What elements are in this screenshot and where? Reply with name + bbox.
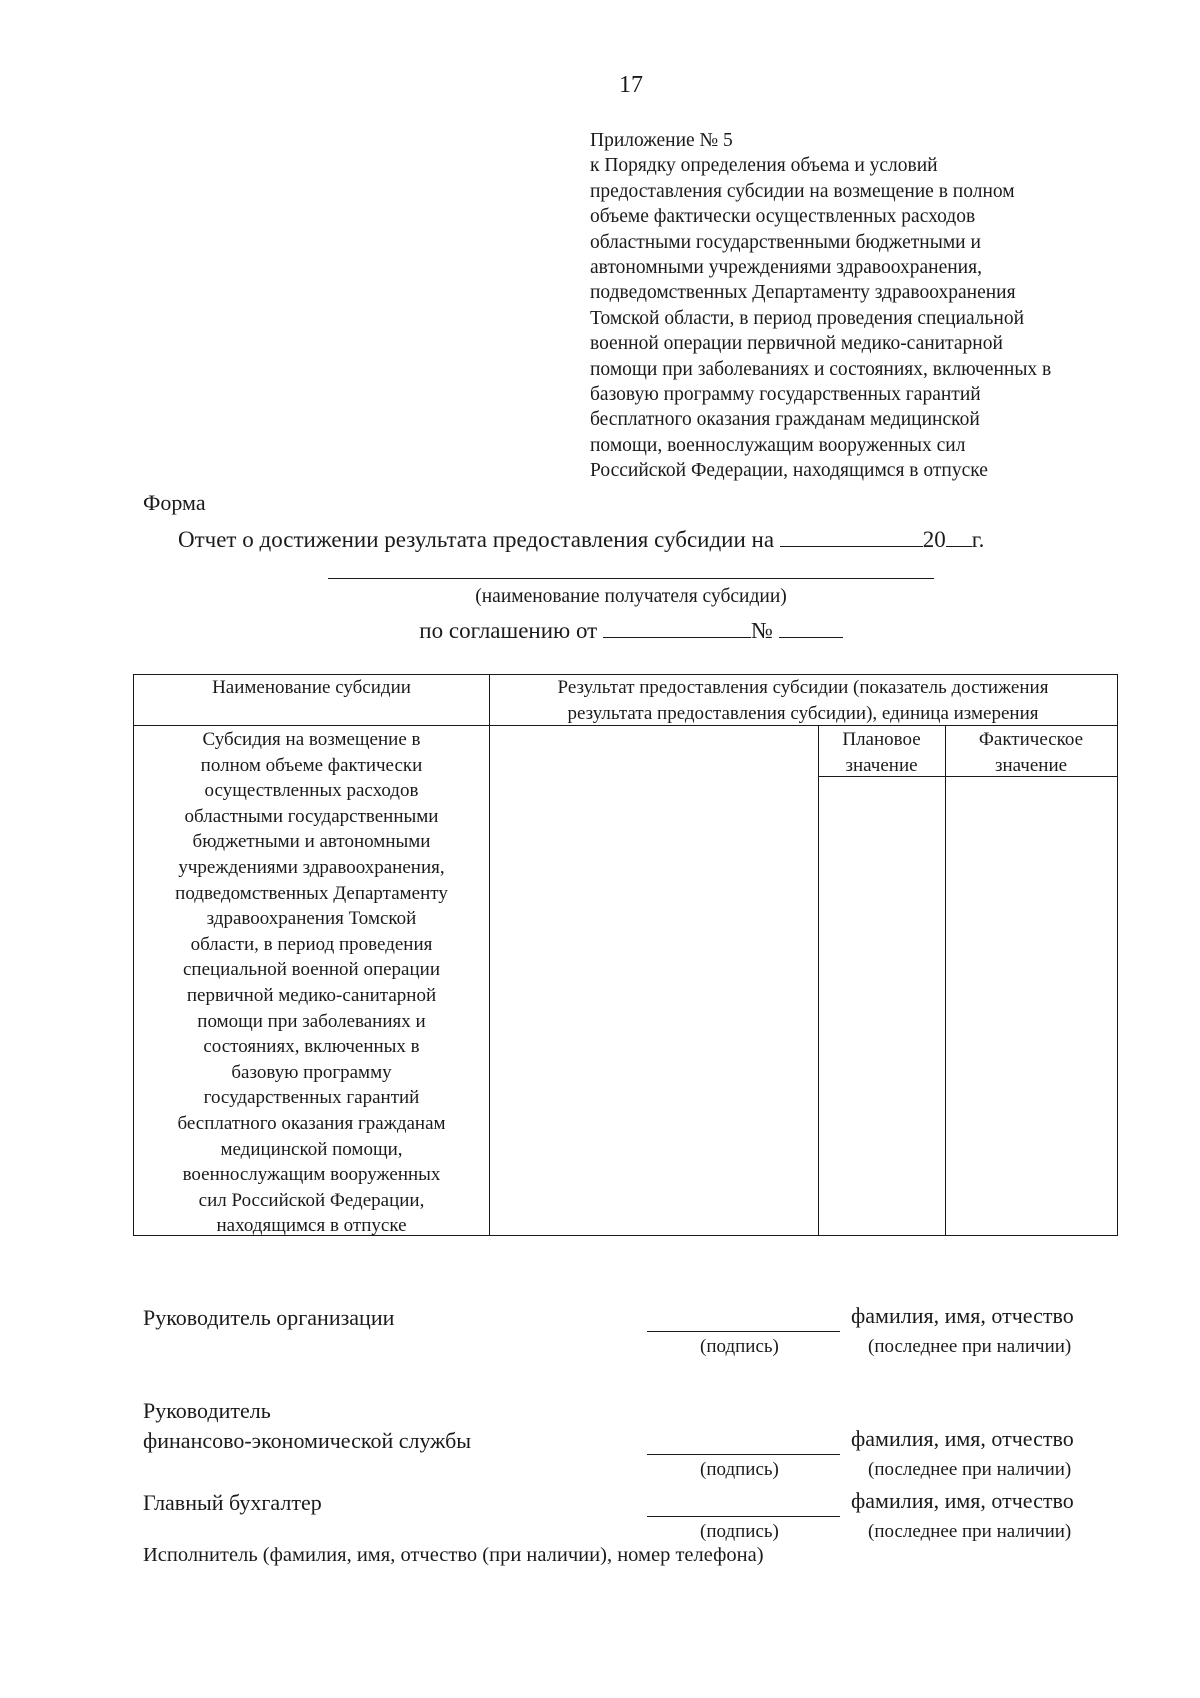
planned-value-cell[interactable]: [819, 777, 944, 1235]
header-actual-value: Фактическое значение: [978, 729, 1084, 776]
chief-accountant-signature-caption: (подпись): [700, 1521, 779, 1542]
fin-head-label: Руководитель финансово-экономической службы: [143, 1398, 472, 1453]
appendix-line: к Порядку определения объема и условий: [590, 155, 938, 177]
appendix-block: [590, 128, 1170, 484]
fin-head-fio-caption: (последнее при наличии): [868, 1459, 1072, 1480]
chief-accountant-fio-label: фамилия, имя, отчество: [851, 1488, 1074, 1513]
form-label: Форма: [143, 490, 206, 515]
head-of-organization-label: Руководитель организации: [143, 1305, 395, 1330]
appendix-line: бесплатного оказания гражданам медицинской: [590, 409, 980, 431]
agreement-line: [0, 613, 1200, 644]
agreement-prefix: по соглашению от: [419, 618, 598, 644]
fin-head-signature-caption: (подпись): [700, 1459, 779, 1480]
head-fio-caption: (последнее при наличии): [868, 1336, 1072, 1357]
appendix-line: помощи при заболеваниях и состояниях, включенных в: [590, 358, 1052, 380]
report-title-text: Отчет о достижении результата предоставления субсидии на: [178, 527, 775, 553]
agreement-number-sign: №: [750, 618, 773, 644]
head-fio-label: фамилия, имя, отчество: [851, 1303, 1074, 1328]
header-planned-value: Плановое значение: [842, 729, 921, 776]
recipient-caption: (наименование получателя субсидии): [475, 586, 787, 607]
report-title: [178, 522, 984, 553]
appendix-line: объеме фактически осуществленных расходов: [590, 206, 976, 228]
report-year-prefix: 20: [922, 527, 946, 553]
appendix-line: автономными учреждениями здравоохранения,: [590, 257, 982, 279]
agreement-number-field[interactable]: [779, 613, 843, 638]
appendix-line: Российской Федерации, находящимся в отпуске: [590, 460, 988, 482]
head-signature-field[interactable]: [647, 1331, 840, 1332]
fin-head-fio-label: фамилия, имя, отчество: [851, 1426, 1074, 1451]
chief-accountant-signature-field[interactable]: [647, 1516, 840, 1517]
header-result: Результат предоставления субсидии (показатель достижения результата предоставления субсидии), единица измерения: [557, 677, 1049, 724]
head-signature-caption: (подпись): [700, 1336, 779, 1357]
header-subsidy-name: Наименование субсидии: [212, 677, 411, 698]
appendix-line: Томской области, в период проведения специальной: [590, 307, 1025, 329]
chief-accountant-fio-caption: (последнее при наличии): [868, 1521, 1072, 1542]
report-year-field[interactable]: [946, 522, 972, 547]
chief-accountant-label: Главный бухгалтер: [143, 1490, 322, 1515]
appendix-line: помощи, военнослужащим вооруженных сил: [590, 434, 966, 456]
report-date-field[interactable]: [780, 522, 923, 547]
actual-value-cell[interactable]: [946, 777, 1117, 1235]
result-indicator-cell[interactable]: [490, 726, 817, 1235]
appendix-line: военной операции первичной медико-санитарной: [590, 333, 1003, 355]
appendix-line: областными государственными бюджетными и: [590, 231, 981, 253]
appendix-line: подведомственных Департаменту здравоохранения: [590, 282, 1016, 304]
report-year-suffix: г.: [971, 527, 985, 553]
agreement-date-field[interactable]: [603, 613, 751, 638]
page-number: 17: [619, 72, 643, 98]
appendix-line: базовую программу государственных гарантий: [590, 384, 981, 406]
recipient-name-field[interactable]: [328, 578, 934, 579]
subsidy-name-cell: Субсидия на возмещение в полном объеме фактически осуществленных расходов областными государственными бюджетными и автономными учреждениями здравоохранения, подведомственных Департаменту здравоохранения Томской области, в период проведения специальной военной операции первичной медико-санитарной помощи при заболеваниях и состояниях, включенных в базовую программу государственных гарантий бесплатного оказания гражданам медицинской помощи, военнослужащим вооруженных сил Российской Федерации, находящимся в отпуске: [175, 729, 448, 1237]
executor-line: Исполнитель (фамилия, имя, отчество (при наличии), номер телефона): [143, 1544, 764, 1566]
fin-head-signature-field[interactable]: [647, 1454, 840, 1455]
appendix-line: Приложение № 5: [590, 130, 733, 151]
appendix-line: предоставления субсидии на возмещение в полном: [590, 180, 1015, 202]
report-table: [133, 674, 1118, 1236]
